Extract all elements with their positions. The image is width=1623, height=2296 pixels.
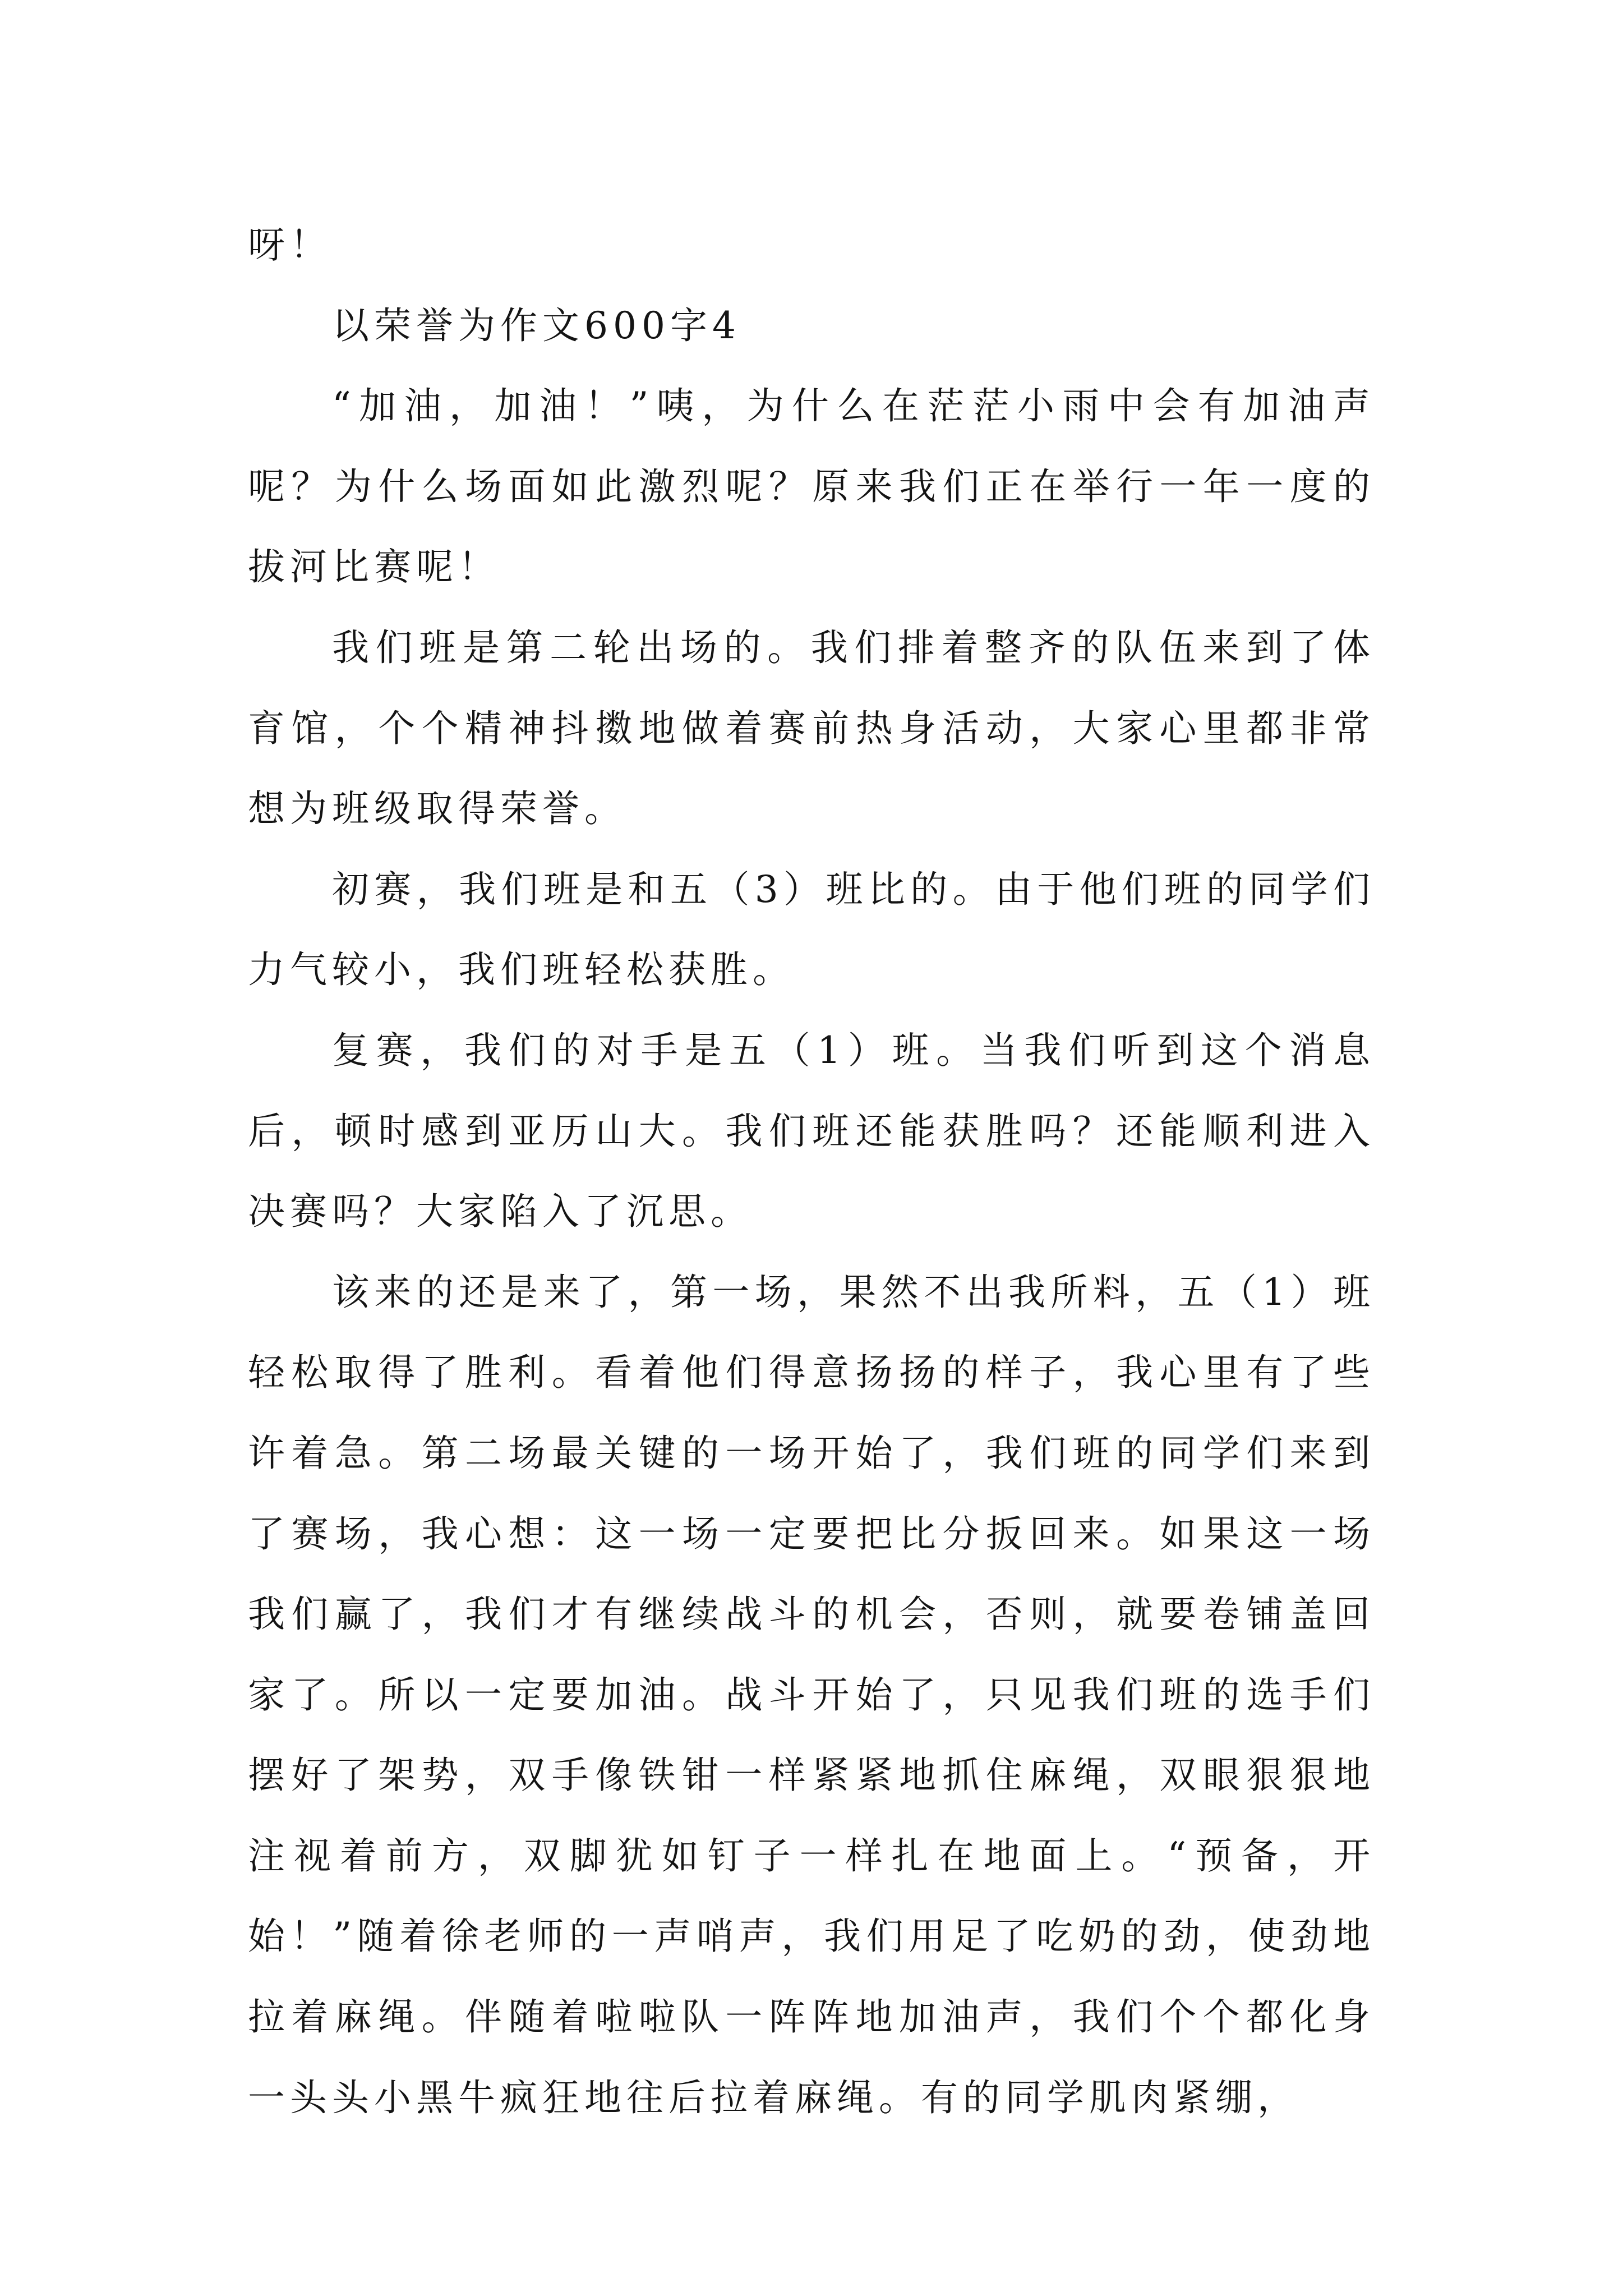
paragraph-arrival: 我们班是第二轮出场的。我们排着整齐的队伍来到了体育馆，个个精神抖擞地做着赛前热身活动，大家心里都非常想为班级取得荣誉。 xyxy=(248,625,1375,831)
paragraph-second-round: 复赛，我们的对手是五（1）班。当我们听到这个消息后，顿时感到亚历山大。我们班还能获胜吗？还能顺利进入决赛吗？大家陷入了沉思。 xyxy=(248,1028,1375,1234)
paragraph-intro: “加油，加油！”咦，为什么在茫茫小雨中会有加油声呢？为什么场面如此激烈呢？原来我们正在举行一年一度的拔河比赛呢！ xyxy=(248,384,1375,589)
essay-title: 以荣誉为作文600字4 xyxy=(332,303,741,347)
paragraph-match: 该来的还是来了，第一场，果然不出我所料，五（1）班轻松取得了胜利。看着他们得意扬扬的样子，我心里有了些许着急。第二场最关键的一场开始了，我们班的同学们来到了赛场，我心想：这一场一定要把比分扳回来。如果这一场我们赢了，我们才有继续战斗的机会，否则，就要卷铺盖回家了。所以一定要加油。战斗开始了，只见我们班的选手们摆好了架势，双手像铁钳一样紧紧地抓住麻绳，双眼狠狠地注视着前方，双脚犹如钉子一样扎在地面上。“预备，开始！”随着徐老师的一声哨声，我们用足了吃奶的劲，使劲地拉着麻绳。伴随着啦啦队一阵阵地加油声，我们个个都化身一头头小黑牛疯狂地往后拉着麻绳。有的同学肌肉紧绷， xyxy=(248,1270,1375,2119)
essay-body xyxy=(248,205,1375,2138)
paragraph-continuation: 呀！ xyxy=(248,223,332,266)
paragraph-first-round: 初赛，我们班是和五（3）班比的。由于他们班的同学们力气较小，我们班轻松获胜。 xyxy=(248,867,1375,992)
